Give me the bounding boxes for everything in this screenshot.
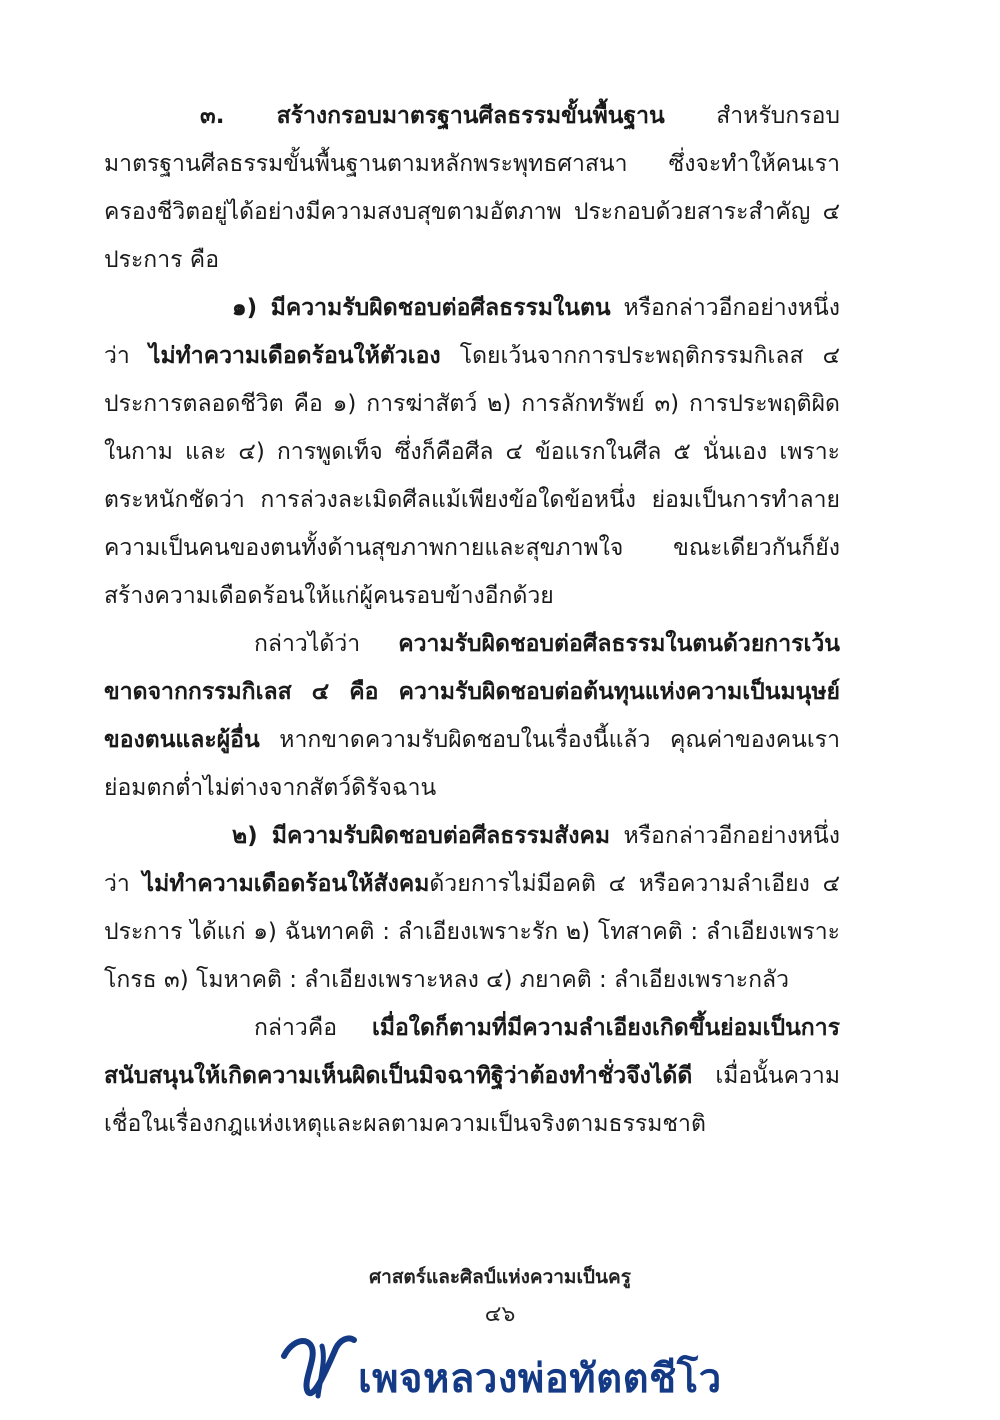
brand-logo-icon xyxy=(278,1326,358,1406)
paragraph-3-text: หากขาดความรับผิดชอบในเรื่องนี้แล้ว คุณค่าของคนเราย่อมตกต่ำไม่ต่างจากสัตว์ดิรัจฉาน xyxy=(104,727,840,801)
paragraph-5-text: เมื่อนั้นความเชื่อในเรื่องกฎแห่งเหตุและผลตามความเป็นจริงตามธรรมชาติ xyxy=(104,1063,840,1137)
page-brand xyxy=(278,1326,722,1406)
document-body xyxy=(104,92,840,1148)
paragraph-3 xyxy=(104,620,840,812)
item-2-bold: ๒) มีความรับผิดชอบต่อศีลธรรมสังคม xyxy=(232,823,610,849)
brand-text: เพจหลวงพ่อทัตตชีโว xyxy=(358,1357,722,1401)
paragraph-1-text: สำหรับกรอบมาตรฐานศีลธรรมขั้นพื้นฐานตามหลักพระพุทธศาสนา ซึ่งจะทำให้คนเราครองชีวิตอยู่ได้อย่างมีความสงบสุขตามอัตภาพ ประกอบด้วยสาระสำคัญ ๔ ประการ คือ xyxy=(104,103,840,273)
item-1-mid: หรือกล่าวอีกอย่างหนึ่งว่า xyxy=(104,295,841,369)
item-2-text: ด้วยการไม่มีอคติ ๔ หรือความลำเอียง ๔ ประการ ได้แก่ ๑) ฉันทาคติ : ลำเอียงเพราะรัก ๒) โทสาคติ : ลำเอียงเพราะโกรธ ๓) โมหาคติ : ลำเอียงเพราะหลง ๔) ภยาคติ : ลำเอียงเพราะกลัว xyxy=(104,871,840,993)
item-2-emphasis: ไม่ทำความเดือดร้อนให้สังคม xyxy=(142,871,430,897)
paragraph-5-bold: เมื่อใดก็ตามที่มีความลำเอียงเกิดขึ้นย่อมเป็นการสนับสนุนให้เกิดความเห็นผิดเป็นมิจฉาทิฐิว่าต้องทำชั่วจึงได้ดี xyxy=(104,1015,840,1089)
heading-3-bold: ๓. สร้างกรอบมาตรฐานศีลธรรมขั้นพื้นฐาน xyxy=(200,103,665,129)
item-1-bold: ๑) มีความรับผิดชอบต่อศีลธรรมในตน xyxy=(232,295,611,321)
item-1-text: โดยเว้นจากการประพฤติกรรมกิเลส ๔ ประการตลอดชีวิต คือ ๑) การฆ่าสัตว์ ๒) การลักทรัพย์ ๓) การประพฤติผิดในกาม และ ๔) การพูดเท็จ ซึ่งก็คือศีล ๔ ข้อแรกในศีล ๕ นั่นเอง เพราะตระหนักชัดว่า การล่วงละเมิดศีลแม้เพียงข้อใดข้อหนึ่ง ย่อมเป็นการทำลายความเป็นคนของตนทั้งด้านสุขภาพกายและสุขภาพใจ ขณะเดียวกันก็ยังสร้างความเดือดร้อนให้แก่ผู้คนรอบข้างอีกด้วย xyxy=(104,343,840,609)
item-1-emphasis: ไม่ทำความเดือดร้อนให้ตัวเอง xyxy=(148,343,441,369)
paragraph-3-bold: ความรับผิดชอบต่อศีลธรรมในตนด้วยการเว้นขาดจากกรรมกิเลส ๔ คือ ความรับผิดชอบต่อต้นทุนแห่งความเป็นมนุษย์ของตนและผู้อื่น xyxy=(104,631,840,753)
book-title: ศาสตร์และศิลป์แห่งความเป็นครู xyxy=(369,1266,631,1288)
paragraph-5 xyxy=(104,1004,840,1148)
paragraph-2 xyxy=(104,284,840,620)
paragraph-3-lead: กล่าวได้ว่า xyxy=(254,631,399,657)
paragraph-1 xyxy=(104,92,840,284)
paragraph-4 xyxy=(104,812,840,1004)
item-2-mid: หรือกล่าวอีกอย่างหนึ่งว่า xyxy=(104,823,840,897)
paragraph-5-lead: กล่าวคือ xyxy=(254,1015,372,1041)
page-number: ๔๖ xyxy=(484,1302,516,1327)
